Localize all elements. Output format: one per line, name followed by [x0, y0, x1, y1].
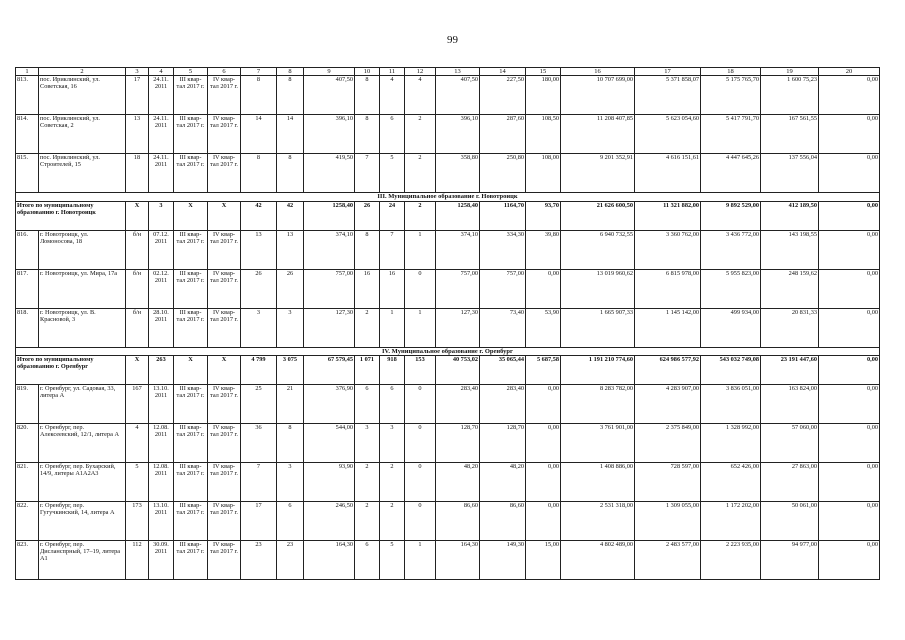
table-cell: 1 145 142,00 — [635, 308, 701, 347]
table-cell: 2 — [380, 501, 405, 540]
table-cell: III квар- тал 2017 г. — [174, 462, 208, 501]
table-cell: 18 — [126, 154, 149, 193]
table-cell: 11 208 407,85 — [561, 115, 635, 154]
housing-program-table — [15, 67, 880, 580]
table-cell: 5 — [380, 154, 405, 193]
table-row — [16, 230, 880, 269]
total-cell: X — [208, 355, 241, 384]
table-cell: 3 — [380, 423, 405, 462]
address-cell: г. Новотроицк, ул. Ломоносова, 18 — [39, 230, 126, 269]
table-cell: 7 — [355, 154, 380, 193]
total-cell: X — [126, 355, 149, 384]
table-cell: III квар- тал 2017 г. — [174, 154, 208, 193]
table-cell: 823. — [16, 540, 39, 579]
table-cell: III квар- тал 2017 г. — [174, 269, 208, 308]
table-cell: 815. — [16, 154, 39, 193]
total-cell: 4 799 — [241, 355, 277, 384]
table-cell: 819. — [16, 384, 39, 423]
address-cell: г. Новотроицк, ул. В. Красновой, 3 — [39, 308, 126, 347]
table-cell: 26 — [241, 269, 277, 308]
table-cell: 3 — [277, 462, 304, 501]
table-cell: 2 — [355, 501, 380, 540]
table-cell: 0,00 — [819, 76, 880, 115]
table-cell: 1 309 055,00 — [635, 501, 701, 540]
table-cell: 2 223 935,00 — [701, 540, 761, 579]
table-cell: 0,00 — [526, 501, 561, 540]
table-cell: 2 483 577,00 — [635, 540, 701, 579]
table-cell: 757,00 — [304, 269, 355, 308]
table-cell: 4 802 489,00 — [561, 540, 635, 579]
table-cell: 419,50 — [304, 154, 355, 193]
column-number: 10 — [355, 68, 380, 76]
table-cell: 499 934,00 — [701, 308, 761, 347]
table-cell: 1 665 907,33 — [561, 308, 635, 347]
table-cell: 6 940 732,55 — [561, 230, 635, 269]
column-number: 8 — [277, 68, 304, 76]
table-cell: 57 060,00 — [761, 423, 819, 462]
table-cell: 407,50 — [436, 76, 480, 115]
table-cell: 3 761 901,00 — [561, 423, 635, 462]
table-cell: IV квар- тал 2017 г. — [208, 76, 241, 115]
total-cell: 263 — [149, 355, 174, 384]
table-cell: 149,30 — [480, 540, 526, 579]
table-cell: 2 — [380, 462, 405, 501]
table-cell: 5 371 858,07 — [635, 76, 701, 115]
column-number: 13 — [436, 68, 480, 76]
table-cell: 0,00 — [526, 423, 561, 462]
total-cell: 1 071 — [355, 355, 380, 384]
table-cell: IV квар- тал 2017 г. — [208, 230, 241, 269]
table-cell: 14 — [241, 115, 277, 154]
total-cell: 2 — [405, 201, 436, 230]
table-cell: 86,60 — [436, 501, 480, 540]
table-cell: 0,00 — [819, 230, 880, 269]
table-cell: 0,00 — [819, 308, 880, 347]
table-cell: 757,00 — [480, 269, 526, 308]
table-cell: 2 375 849,00 — [635, 423, 701, 462]
total-cell: X — [174, 201, 208, 230]
table-cell: 27 863,00 — [761, 462, 819, 501]
table-cell: 544,00 — [304, 423, 355, 462]
table-cell: 6 815 978,00 — [635, 269, 701, 308]
table-cell: 86,60 — [480, 501, 526, 540]
table-cell: 3 — [277, 308, 304, 347]
table-row — [16, 115, 880, 154]
table-cell: 4 447 645,26 — [701, 154, 761, 193]
table-cell: 13 — [277, 230, 304, 269]
table-cell: 167 561,55 — [761, 115, 819, 154]
column-number: 9 — [304, 68, 355, 76]
table-cell: IV квар- тал 2017 г. — [208, 308, 241, 347]
table-cell: 9 201 352,91 — [561, 154, 635, 193]
table-cell: 6 — [355, 384, 380, 423]
column-number: 19 — [761, 68, 819, 76]
table-cell: 2 — [355, 308, 380, 347]
table-cell: 8 — [355, 76, 380, 115]
table-cell: 818. — [16, 308, 39, 347]
column-number: 20 — [819, 68, 880, 76]
table-cell: 0,00 — [819, 269, 880, 308]
table-cell: 24.11. 2011 — [149, 154, 174, 193]
table-cell: 0,00 — [819, 115, 880, 154]
table-cell: 248 159,62 — [761, 269, 819, 308]
table-cell: IV квар- тал 2017 г. — [208, 269, 241, 308]
table-cell: 8 — [355, 230, 380, 269]
table-row — [16, 501, 880, 540]
column-number: 11 — [380, 68, 405, 76]
table-cell: 0 — [405, 384, 436, 423]
table-cell: 7 — [380, 230, 405, 269]
table-cell: 757,00 — [436, 269, 480, 308]
table-cell: 6 — [277, 501, 304, 540]
table-cell: 3 436 772,00 — [701, 230, 761, 269]
table-cell: 2 531 318,00 — [561, 501, 635, 540]
table-cell: 0,00 — [819, 384, 880, 423]
table-cell: 137 556,04 — [761, 154, 819, 193]
table-cell: 821. — [16, 462, 39, 501]
column-number: 17 — [635, 68, 701, 76]
total-cell: 42 — [241, 201, 277, 230]
table-cell: 1 — [405, 308, 436, 347]
table-cell: 5 623 054,60 — [635, 115, 701, 154]
table-cell: IV квар- тал 2017 г. — [208, 462, 241, 501]
table-cell: 5 — [380, 540, 405, 579]
table-cell: 283,40 — [436, 384, 480, 423]
table-cell: 15,00 — [526, 540, 561, 579]
table-cell: 407,50 — [304, 76, 355, 115]
table-cell: 2 — [355, 462, 380, 501]
table-cell: 4 283 907,00 — [635, 384, 701, 423]
column-number: 16 — [561, 68, 635, 76]
column-number: 4 — [149, 68, 174, 76]
table-cell: III квар- тал 2017 г. — [174, 76, 208, 115]
table-cell: 3 836 051,00 — [701, 384, 761, 423]
table-cell: 396,10 — [304, 115, 355, 154]
total-cell: 24 — [380, 201, 405, 230]
table-cell: III квар- тал 2017 г. — [174, 384, 208, 423]
table-cell: III квар- тал 2017 г. — [174, 308, 208, 347]
table-cell: 822. — [16, 501, 39, 540]
table-cell: 358,80 — [436, 154, 480, 193]
total-cell: 11 321 882,00 — [635, 201, 701, 230]
table-cell: 0,00 — [819, 540, 880, 579]
table-cell: III квар- тал 2017 г. — [174, 230, 208, 269]
table-row — [16, 76, 880, 115]
table-cell: 24.11. 2011 — [149, 115, 174, 154]
table-cell: 73,40 — [480, 308, 526, 347]
table-cell: IV квар- тал 2017 г. — [208, 115, 241, 154]
total-cell: X — [126, 201, 149, 230]
section-heading: IV. Муниципальное образование г. Оренбург — [16, 347, 880, 355]
total-cell: X — [208, 201, 241, 230]
municipality-total-row — [16, 355, 880, 384]
total-cell: 42 — [277, 201, 304, 230]
total-cell: 26 — [355, 201, 380, 230]
table-cell: 8 — [241, 154, 277, 193]
table-cell: 227,50 — [480, 76, 526, 115]
address-cell: пос. Ириклинский, ул. Советская, 2 — [39, 115, 126, 154]
table-cell: IV квар- тал 2017 г. — [208, 384, 241, 423]
table-cell: 0,00 — [819, 154, 880, 193]
address-cell: г. Оренбург, пер. Гугучкинский, 14, литера А — [39, 501, 126, 540]
table-cell: 0 — [405, 423, 436, 462]
total-cell: 1164,70 — [480, 201, 526, 230]
table-cell: 21 — [277, 384, 304, 423]
table-cell: 6 — [355, 540, 380, 579]
table-cell: 8 — [277, 423, 304, 462]
address-cell: пос. Ириклинский, ул. Строителей, 15 — [39, 154, 126, 193]
table-cell: 23 — [241, 540, 277, 579]
table-cell: 0,00 — [526, 269, 561, 308]
table-cell: 07.12. 2011 — [149, 230, 174, 269]
total-cell: 3 — [149, 201, 174, 230]
total-cell: 0,00 — [819, 355, 880, 384]
table-cell: 13 — [126, 115, 149, 154]
total-cell: 918 — [380, 355, 405, 384]
total-cell: 67 579,45 — [304, 355, 355, 384]
table-cell: 167 — [126, 384, 149, 423]
table-cell: IV квар- тал 2017 г. — [208, 423, 241, 462]
table-cell: 5 417 791,70 — [701, 115, 761, 154]
table-cell: 20 831,33 — [761, 308, 819, 347]
total-cell: 5 687,58 — [526, 355, 561, 384]
table-cell: 4 — [126, 423, 149, 462]
table-cell: 4 — [405, 76, 436, 115]
table-row — [16, 269, 880, 308]
table-cell: 2 — [405, 154, 436, 193]
table-cell: 108,00 — [526, 154, 561, 193]
table-cell: 30.09. 2011 — [149, 540, 174, 579]
table-cell: 94 977,00 — [761, 540, 819, 579]
table-cell: 127,30 — [436, 308, 480, 347]
table-cell: 93,90 — [304, 462, 355, 501]
table-cell: IV квар- тал 2017 г. — [208, 154, 241, 193]
address-cell: г. Оренбург, пер. Дисланспрный, 17–19, литера А1 — [39, 540, 126, 579]
table-cell: 17 — [126, 76, 149, 115]
table-cell: 816. — [16, 230, 39, 269]
table-cell: 108,50 — [526, 115, 561, 154]
table-cell: IV квар- тал 2017 г. — [208, 540, 241, 579]
table-cell: 0,00 — [819, 501, 880, 540]
section-heading: III. Муниципальное образование г. Новотроицк — [16, 193, 880, 201]
table-row — [16, 540, 880, 579]
table-cell: 2 — [405, 115, 436, 154]
table-cell: 1 600 75,23 — [761, 76, 819, 115]
table-cell: 4 — [380, 76, 405, 115]
table-cell: 1 — [405, 540, 436, 579]
table-row — [16, 423, 880, 462]
column-number-row — [16, 68, 880, 76]
total-label: Итого по муниципальному образованию г. Новотроицк — [16, 201, 126, 230]
table-cell: 1 — [380, 308, 405, 347]
table-cell: 25 — [241, 384, 277, 423]
table-cell: 5 955 823,00 — [701, 269, 761, 308]
table-cell: 39,80 — [526, 230, 561, 269]
total-cell: 3 075 — [277, 355, 304, 384]
total-cell: 543 032 749,08 — [701, 355, 761, 384]
table-cell: III квар- тал 2017 г. — [174, 423, 208, 462]
table-cell: 10 707 699,00 — [561, 76, 635, 115]
table-cell: 23 — [277, 540, 304, 579]
table-cell: 164,30 — [436, 540, 480, 579]
table-cell: 374,10 — [304, 230, 355, 269]
total-cell: 1258,40 — [436, 201, 480, 230]
total-cell: 35 065,44 — [480, 355, 526, 384]
table-cell: 13 019 960,62 — [561, 269, 635, 308]
table-cell: 374,10 — [436, 230, 480, 269]
table-cell: 173 — [126, 501, 149, 540]
table-cell: 334,30 — [480, 230, 526, 269]
table-cell: б/н — [126, 230, 149, 269]
table-cell: 48,20 — [480, 462, 526, 501]
column-number: 14 — [480, 68, 526, 76]
table-cell: 1 — [405, 230, 436, 269]
table-cell: б/н — [126, 269, 149, 308]
table-cell: 728 597,00 — [635, 462, 701, 501]
table-cell: 48,20 — [436, 462, 480, 501]
table-cell: 36 — [241, 423, 277, 462]
table-cell: 0 — [405, 462, 436, 501]
address-cell: г. Новотроицк, ул. Мира, 17а — [39, 269, 126, 308]
section-heading-row — [16, 193, 880, 201]
table-cell: 12.08. 2011 — [149, 462, 174, 501]
column-number: 7 — [241, 68, 277, 76]
table-cell: 12.08. 2011 — [149, 423, 174, 462]
table-cell: 0,00 — [526, 462, 561, 501]
table-cell: 143 198,55 — [761, 230, 819, 269]
table-row — [16, 462, 880, 501]
table-cell: 128,70 — [436, 423, 480, 462]
column-number: 6 — [208, 68, 241, 76]
column-number: 18 — [701, 68, 761, 76]
table-cell: 13.10. 2011 — [149, 501, 174, 540]
total-cell: 21 626 600,50 — [561, 201, 635, 230]
table-cell: 3 360 762,00 — [635, 230, 701, 269]
table-cell: 127,30 — [304, 308, 355, 347]
table-cell: 6 — [380, 115, 405, 154]
total-cell: X — [174, 355, 208, 384]
address-cell: пос. Ириклинский, ул. Советская, 16 — [39, 76, 126, 115]
table-cell: 8 283 782,00 — [561, 384, 635, 423]
table-cell: 814. — [16, 115, 39, 154]
table-row — [16, 154, 880, 193]
table-cell: 50 061,00 — [761, 501, 819, 540]
table-cell: 283,40 — [480, 384, 526, 423]
column-number: 1 — [16, 68, 39, 76]
table-cell: 163 824,00 — [761, 384, 819, 423]
table-row — [16, 384, 880, 423]
total-cell: 1 191 210 774,60 — [561, 355, 635, 384]
table-cell: 26 — [277, 269, 304, 308]
table-cell: 6 — [380, 384, 405, 423]
table-cell: 817. — [16, 269, 39, 308]
table-cell: 16 — [380, 269, 405, 308]
table-cell: 7 — [241, 462, 277, 501]
total-cell: 624 986 577,92 — [635, 355, 701, 384]
table-cell: 164,30 — [304, 540, 355, 579]
column-number: 5 — [174, 68, 208, 76]
table-cell: 13 — [241, 230, 277, 269]
table-cell: 13.10. 2011 — [149, 384, 174, 423]
total-label: Итого по муниципальному образованию г. Оренбург — [16, 355, 126, 384]
table-cell: 24.11. 2011 — [149, 76, 174, 115]
table-cell: 28.10. 2011 — [149, 308, 174, 347]
total-cell: 0,00 — [819, 201, 880, 230]
table-cell: 396,10 — [436, 115, 480, 154]
table-cell: 250,80 — [480, 154, 526, 193]
table-cell: 128,70 — [480, 423, 526, 462]
total-cell: 9 892 529,00 — [701, 201, 761, 230]
table-cell: 8 — [277, 154, 304, 193]
total-cell: 412 189,50 — [761, 201, 819, 230]
table-cell: 0,00 — [526, 384, 561, 423]
table-cell: 112 — [126, 540, 149, 579]
table-cell: 180,00 — [526, 76, 561, 115]
table-cell: 02.12. 2011 — [149, 269, 174, 308]
table-cell: III квар- тал 2017 г. — [174, 501, 208, 540]
section-heading-row — [16, 347, 880, 355]
table-cell: III квар- тал 2017 г. — [174, 540, 208, 579]
table-cell: 3 — [355, 423, 380, 462]
column-number: 2 — [39, 68, 126, 76]
table-cell: 820. — [16, 423, 39, 462]
table-cell: 246,50 — [304, 501, 355, 540]
table-cell: 8 — [355, 115, 380, 154]
table-row — [16, 308, 880, 347]
table-cell: 14 — [277, 115, 304, 154]
table-cell: 376,90 — [304, 384, 355, 423]
total-cell: 93,70 — [526, 201, 561, 230]
table-cell: 652 426,00 — [701, 462, 761, 501]
total-cell: 1258,40 — [304, 201, 355, 230]
table-cell: 0 — [405, 269, 436, 308]
table-cell: 17 — [241, 501, 277, 540]
total-cell: 153 — [405, 355, 436, 384]
address-cell: г. Оренбург, ул. Садовая, 33, литера А — [39, 384, 126, 423]
table-cell: 1 172 202,00 — [701, 501, 761, 540]
table-cell: 0,00 — [819, 423, 880, 462]
table-cell: 287,60 — [480, 115, 526, 154]
total-cell: 23 191 447,60 — [761, 355, 819, 384]
column-number: 12 — [405, 68, 436, 76]
table-cell: 4 616 151,61 — [635, 154, 701, 193]
table-cell: 5 175 765,70 — [701, 76, 761, 115]
table-cell: 8 — [277, 76, 304, 115]
table-cell: 8 — [241, 76, 277, 115]
table-cell: 5 — [126, 462, 149, 501]
address-cell: г. Оренбург, пер. Алексеевский, 12/1, литера А — [39, 423, 126, 462]
table-cell: 16 — [355, 269, 380, 308]
address-cell: г. Оренбург, пер. Бухарский, 14/9, литеры А1А2А3 — [39, 462, 126, 501]
table-cell: 0,00 — [819, 462, 880, 501]
table-cell: 0 — [405, 501, 436, 540]
table-cell: III квар- тал 2017 г. — [174, 115, 208, 154]
table-cell: 53,90 — [526, 308, 561, 347]
page-number: 99 — [447, 34, 458, 46]
table-cell: 1 408 886,00 — [561, 462, 635, 501]
table-cell: б/н — [126, 308, 149, 347]
total-cell: 40 753,02 — [436, 355, 480, 384]
column-number: 3 — [126, 68, 149, 76]
table-cell: IV квар- тал 2017 г. — [208, 501, 241, 540]
table-cell: 3 — [241, 308, 277, 347]
table-cell: 1 328 992,00 — [701, 423, 761, 462]
table-cell: 813. — [16, 76, 39, 115]
municipality-total-row — [16, 201, 880, 230]
column-number: 15 — [526, 68, 561, 76]
